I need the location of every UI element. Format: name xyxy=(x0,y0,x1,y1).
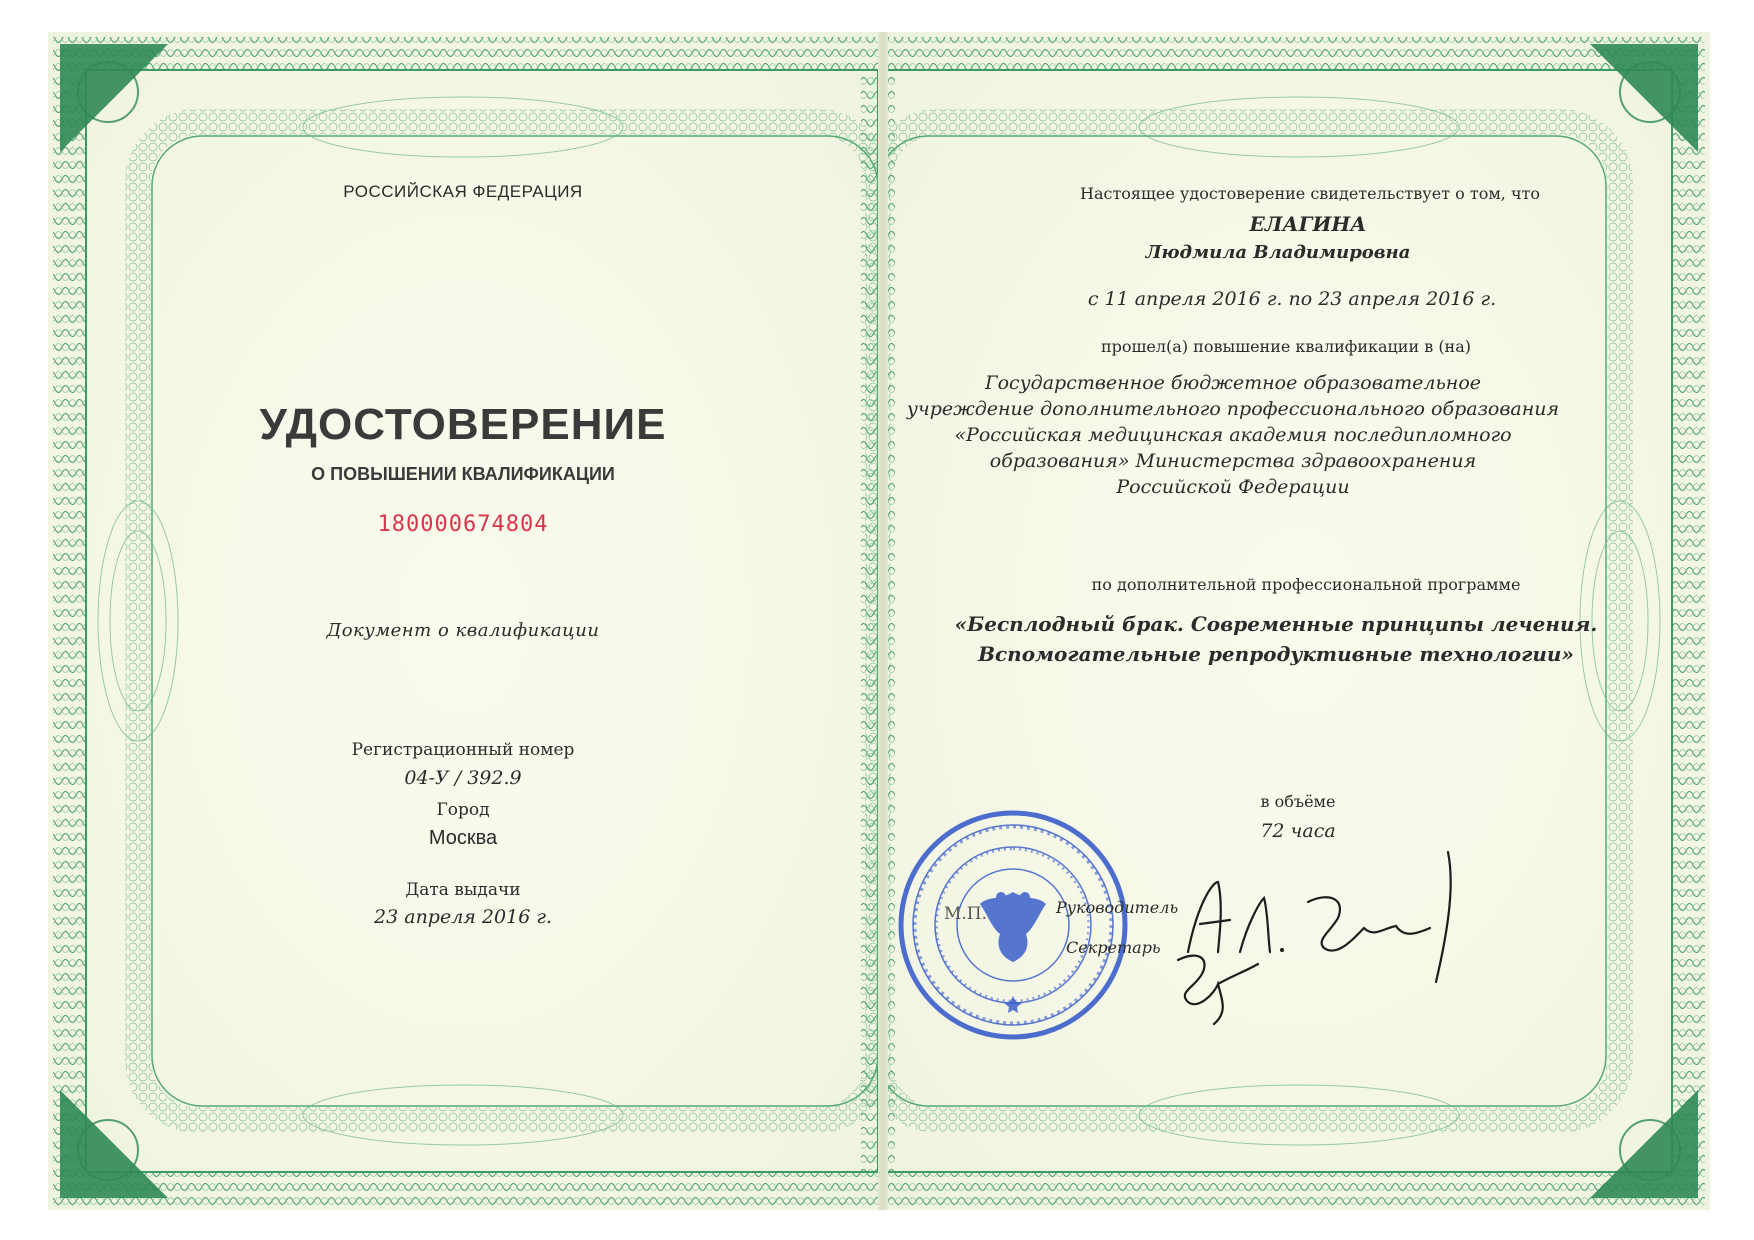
country-label: РОССИЙСКАЯ ФЕДЕРАЦИЯ xyxy=(343,182,583,201)
passed-text: прошел(а) повышение квалификации в (на) xyxy=(1100,337,1472,356)
registration-number: 04-У / 392.9 xyxy=(404,767,522,789)
institution-line-3: «Российская медицинская академия последипломного xyxy=(954,424,1512,446)
training-period: с 11 апреля 2016 г. по 23 апреля 2016 г. xyxy=(1087,288,1497,310)
certificate-spread xyxy=(48,32,1710,1210)
official-stamp xyxy=(888,800,1138,1050)
institution-line-1: Государственное бюджетное образовательное xyxy=(984,372,1482,394)
page-fold xyxy=(878,32,888,1210)
volume-label: в объёме xyxy=(1260,792,1336,811)
issue-date-label: Дата выдачи xyxy=(405,880,521,900)
seal-mark: М.П. xyxy=(944,904,988,924)
issue-date-value: 23 апреля 2016 г. xyxy=(374,906,552,928)
holder-surname: ЕЛАГИНА xyxy=(1249,212,1367,236)
right-page xyxy=(888,32,1710,1210)
secretary-signature xyxy=(1158,940,1268,1030)
holder-name: Людмила Владимировна xyxy=(1145,242,1411,263)
document-type: Документ о квалификации xyxy=(326,620,600,641)
institution-line-2: учреждение дополнительного профессионального образования xyxy=(906,398,1560,420)
registration-label: Регистрационный номер xyxy=(351,740,575,760)
serial-number: 180000674804 xyxy=(377,512,549,537)
program-label: по дополнительной профессиональной программе xyxy=(1091,575,1521,594)
left-page xyxy=(48,32,878,1210)
institution-line-4: образования» Министерства здравоохранения xyxy=(989,450,1477,472)
city-label: Город xyxy=(436,800,490,820)
certificate-subtitle: О ПОВЫШЕНИИ КВАЛИФИКАЦИИ xyxy=(311,464,615,484)
secretary-label: Секретарь xyxy=(1066,938,1161,957)
volume-value: 72 часа xyxy=(1260,820,1336,842)
program-line-2: Вспомогательные репродуктивные технологии» xyxy=(978,642,1574,666)
head-label: Руководитель xyxy=(1056,898,1179,917)
certificate-title: УДОСТОВЕРЕНИЕ xyxy=(259,400,667,449)
city-value: Москва xyxy=(428,827,498,849)
intro-text: Настоящее удостоверение свидетельствует о том, что xyxy=(1079,184,1541,203)
institution-line-5: Российской Федерации xyxy=(1116,476,1350,498)
program-line-1: «Бесплодный брак. Современные принципы лечения. xyxy=(954,612,1598,636)
